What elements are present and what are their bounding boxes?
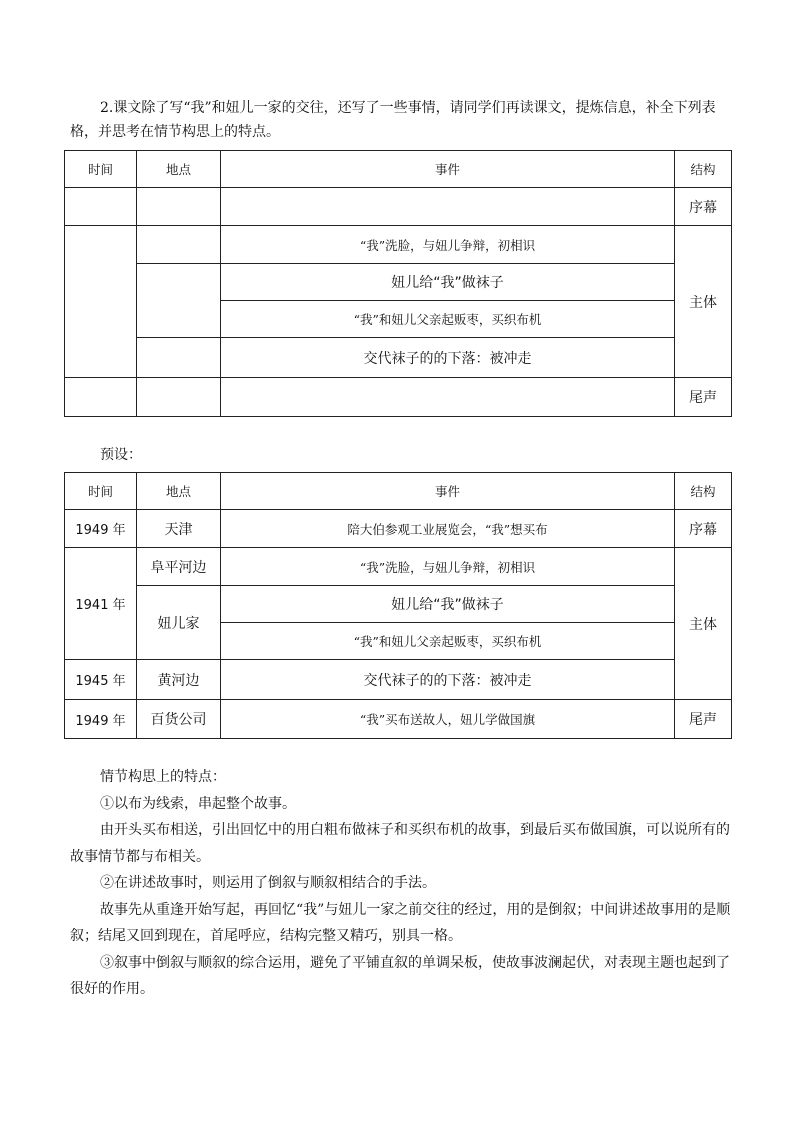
time-cell: 1945 年 xyxy=(65,660,137,700)
event-cell: “我”洗脸，与妞儿争辩，初相识 xyxy=(221,226,675,264)
header-structure: 结构 xyxy=(675,151,732,188)
header-place: 地点 xyxy=(137,473,221,510)
header-event: 事件 xyxy=(221,151,675,188)
structure-cell: 尾声 xyxy=(675,700,732,739)
feature-point: ②在讲述故事时，则运用了倒叙与顺叙相结合的手法。 xyxy=(100,875,436,891)
structure-cell: 主体 xyxy=(675,226,732,378)
event-cell: 妞儿给“我”做袜子 xyxy=(221,586,675,623)
table-row xyxy=(65,378,732,417)
event-cell: “我”和妞儿父亲起贩枣，买织布机 xyxy=(221,301,675,338)
header-structure: 结构 xyxy=(675,473,732,510)
table-row xyxy=(65,510,732,548)
event-cell: “我”买布送故人，妞儿学做国旗 xyxy=(221,700,675,739)
blank-table xyxy=(64,150,732,417)
structure-cell: 主体 xyxy=(675,548,732,700)
table-row xyxy=(65,660,732,700)
blank-cell xyxy=(221,188,675,226)
blank-cell xyxy=(137,338,221,378)
feature-explanation: 由开头买布相送，引出回忆中的用白粗布做袜子和买织布机的故事，到最后买布做国旗，可以说所有的故事情节都与布相关。 xyxy=(70,822,730,865)
table-row xyxy=(65,338,732,378)
header-place: 地点 xyxy=(137,151,221,188)
feature-point: ①以布为线索，串起整个故事。 xyxy=(100,795,296,812)
feature-explanation: 故事先从重逢开始写起，再回忆“我”与妞儿一家之前交往的经过，用的是倒叙；中间讲述故事用的是顺叙；结尾又回到现在，首尾呼应，结构完整又精巧，别具一格。 xyxy=(70,901,731,944)
time-cell: 1949 年 xyxy=(65,510,137,548)
table-row xyxy=(65,226,732,264)
event-cell: “我”和妞儿父亲起贩枣，买织布机 xyxy=(221,623,675,660)
table-row xyxy=(65,188,732,226)
table-row xyxy=(65,548,732,586)
blank-cell xyxy=(65,378,137,417)
header-event: 事件 xyxy=(221,473,675,510)
answer-table xyxy=(64,472,732,739)
blank-cell xyxy=(65,188,137,226)
structure-cell: 尾声 xyxy=(675,378,732,417)
features-section xyxy=(70,764,736,1003)
place-cell: 百货公司 xyxy=(137,700,221,739)
place-cell: 阜平河边 xyxy=(137,548,221,586)
event-cell: 妞儿给“我”做袜子 xyxy=(221,264,675,301)
question-paragraph xyxy=(70,96,736,144)
table-header-row xyxy=(65,151,732,188)
blank-cell xyxy=(137,188,221,226)
blank-cell xyxy=(137,378,221,417)
preset-label: 预设： xyxy=(100,447,142,463)
table-row xyxy=(65,586,732,623)
table-row xyxy=(65,264,732,301)
place-cell: 天津 xyxy=(137,510,221,548)
place-cell: 妞儿家 xyxy=(137,586,221,660)
place-cell: 黄河边 xyxy=(137,660,221,700)
event-cell: 交代袜子的的下落：被冲走 xyxy=(221,338,675,378)
table-header-row xyxy=(65,473,732,510)
header-time: 时间 xyxy=(65,473,137,510)
question-text: 2.课文除了写“我”和妞儿一家的交往，还写了一些事情，请同学们再读课文，提炼信息，补全下列表格，并思考在情节构思上的特点。 xyxy=(70,100,716,140)
blank-cell xyxy=(65,226,137,378)
event-cell: “我”洗脸，与妞儿争辩，初相识 xyxy=(221,548,675,586)
blank-cell xyxy=(137,264,221,338)
time-cell: 1941 年 xyxy=(65,548,137,660)
event-cell: 交代袜子的的下落：被冲走 xyxy=(221,660,675,700)
structure-cell: 序幕 xyxy=(675,510,732,548)
table-row xyxy=(65,700,732,739)
structure-cell: 序幕 xyxy=(675,188,732,226)
blank-cell xyxy=(221,378,675,417)
time-cell: 1949 年 xyxy=(65,700,137,739)
features-heading: 情节构思上的特点： xyxy=(100,769,226,785)
blank-cell xyxy=(137,226,221,264)
feature-point: ③叙事中倒叙与顺叙的综合运用，避免了平铺直叙的单调呆板，使故事波澜起伏，对表现主题也起到了很好的作用。 xyxy=(70,954,730,997)
header-time: 时间 xyxy=(65,151,137,188)
event-cell: 陪大伯参观工业展览会，“我”想买布 xyxy=(221,510,675,548)
